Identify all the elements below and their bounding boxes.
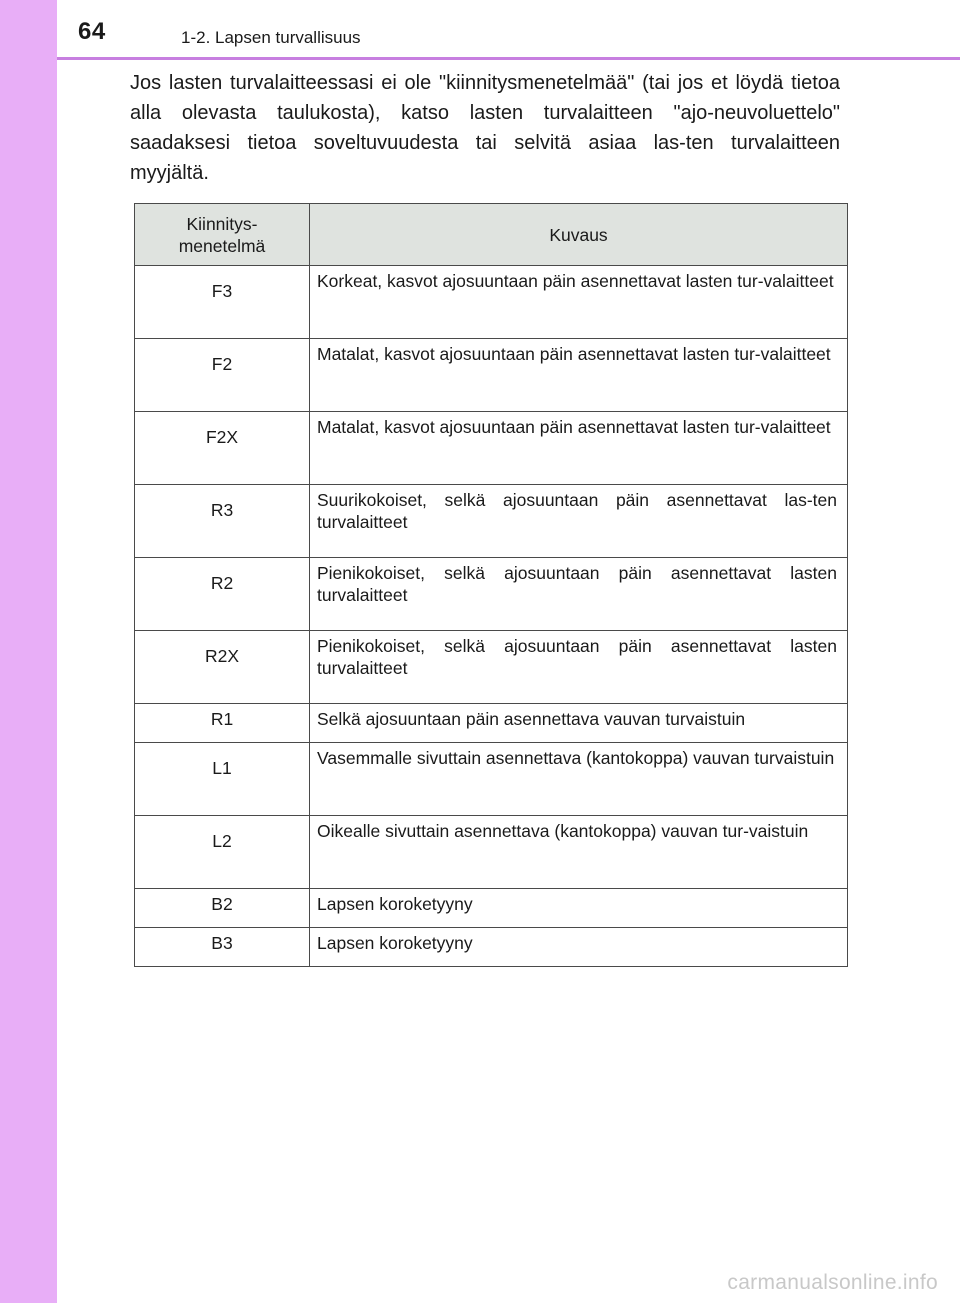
row-code: R2 [135, 558, 310, 631]
table-row [135, 743, 848, 816]
row-description: Korkeat, kasvot ajosuuntaan päin asennettavat lasten tur-valaitteet [310, 266, 848, 339]
table-row [135, 631, 848, 704]
table-row [135, 266, 848, 339]
row-code: F2X [135, 412, 310, 485]
table-row [135, 704, 848, 743]
page-number: 64 [78, 18, 106, 45]
side-color-bar [0, 0, 57, 1303]
column-header-fixing-method-line2: menetelmä [178, 235, 266, 256]
row-description: Oikealle sivuttain asennettava (kantokoppa) vauvan tur-vaistuin [310, 816, 848, 889]
row-code: F3 [135, 266, 310, 339]
table-row [135, 339, 848, 412]
row-code: R2X [135, 631, 310, 704]
row-code: R1 [135, 704, 310, 743]
row-description: Matalat, kasvot ajosuuntaan päin asennettavat lasten tur-valaitteet [310, 339, 848, 412]
watermark-footer: carmanualsonline.info [727, 1271, 938, 1294]
header-divider [57, 57, 960, 60]
row-code: L2 [135, 816, 310, 889]
row-description: Lapsen koroketyyny [310, 889, 848, 928]
table-row [135, 928, 848, 967]
row-description: Suurikokoiset, selkä ajosuuntaan päin asennettavat las-ten turvalaitteet [310, 485, 848, 558]
table-row [135, 485, 848, 558]
row-description: Pienikokoiset, selkä ajosuuntaan päin asennettavat lasten turvalaitteet [310, 558, 848, 631]
row-code: R3 [135, 485, 310, 558]
section-title: 1-2. Lapsen turvallisuus [181, 28, 361, 47]
table-row [135, 412, 848, 485]
row-code: L1 [135, 743, 310, 816]
row-description: Matalat, kasvot ajosuuntaan päin asennettavat lasten tur-valaitteet [310, 412, 848, 485]
fixing-method-table [134, 203, 848, 967]
table-row [135, 558, 848, 631]
row-code: B2 [135, 889, 310, 928]
row-description: Vasemmalle sivuttain asennettava (kantokoppa) vauvan turvaistuin [310, 743, 848, 816]
row-code: B3 [135, 928, 310, 967]
table-row [135, 816, 848, 889]
table-row [135, 889, 848, 928]
column-header-description: Kuvaus [310, 204, 848, 266]
column-header-fixing-method [135, 204, 310, 266]
column-header-fixing-method-line1: Kiinnitys- [186, 213, 258, 234]
row-description: Lapsen koroketyyny [310, 928, 848, 967]
row-code: F2 [135, 339, 310, 412]
row-description: Pienikokoiset, selkä ajosuuntaan päin asennettavat lasten turvalaitteet [310, 631, 848, 704]
table-header-row [135, 204, 848, 266]
intro-paragraph: Jos lasten turvalaitteessasi ei ole "kiinnitysmenetelmää" (tai jos et löydä tietoa alla olevasta taulukosta), katso lasten turvalaitteen "ajo-neuvoluettelo" saadaksesi tietoa soveltuvuudesta tai selvitä asiaa las-ten turvalaitteen myyjältä. [130, 72, 840, 184]
row-description: Selkä ajosuuntaan päin asennettava vauvan turvaistuin [310, 704, 848, 743]
